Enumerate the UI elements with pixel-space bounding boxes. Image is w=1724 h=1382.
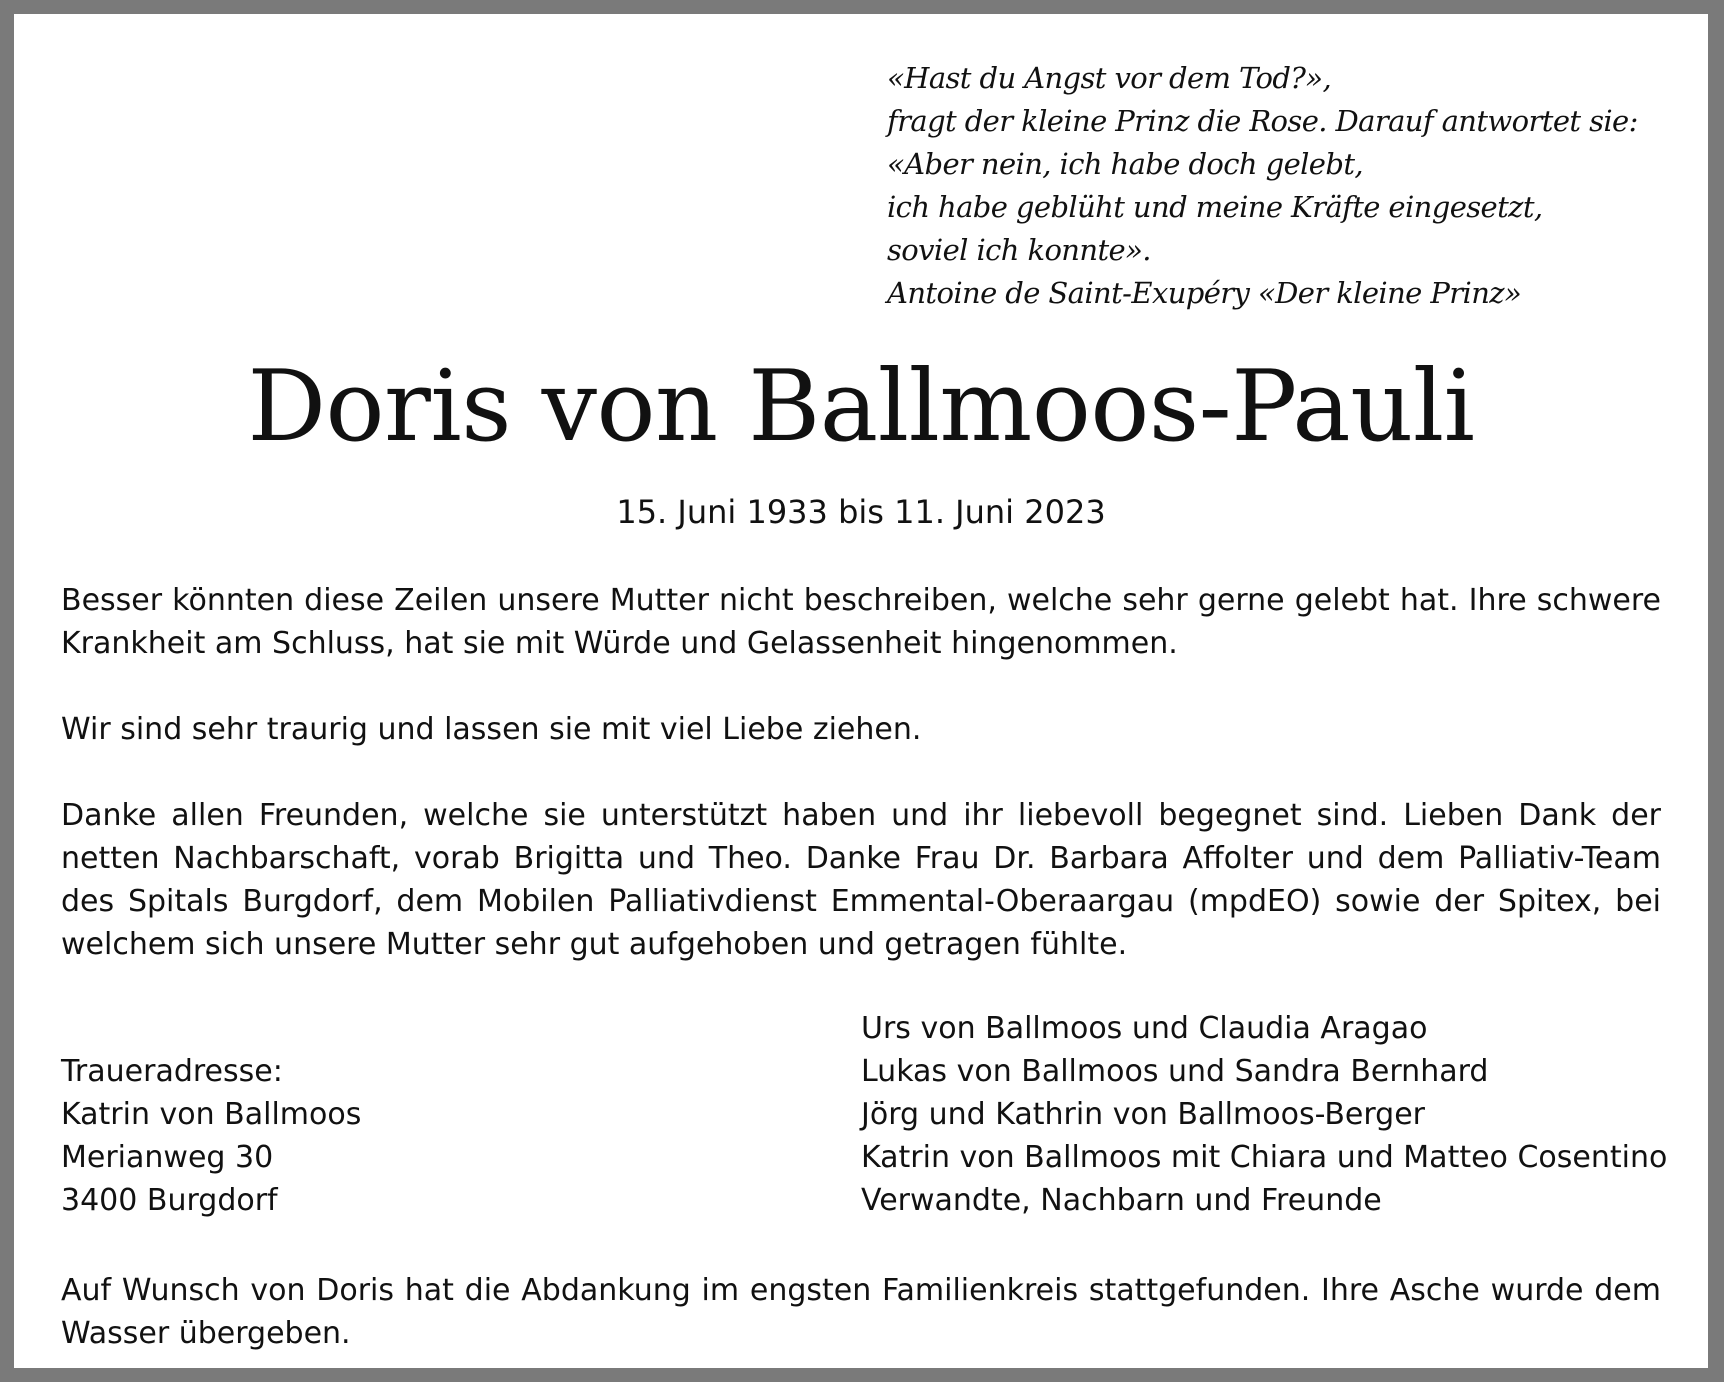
paragraph-farewell: Wir sind sehr traurig und lassen sie mit viel Liebe ziehen.	[61, 712, 922, 747]
family-line: Jörg und Kathrin von Ballmoos-Berger	[861, 1097, 1426, 1132]
paragraph-intro: Besser könnten diese Zeilen unsere Mutter nicht beschreiben, welche sehr gerne gelebt hat. Ihre schwere Krankheit am Schluss, hat sie mit Würde und Gelassenheit hingenommen.	[61, 583, 1661, 661]
obituary-notice	[14, 14, 1708, 1368]
quote-line: «Aber nein, ich habe doch gelebt,	[887, 147, 1364, 181]
family-line: Lukas von Ballmoos und Sandra Bernhard	[861, 1054, 1489, 1089]
address-street: Merianweg 30	[61, 1140, 274, 1175]
deceased-name: Doris von Ballmoos-Pauli	[247, 350, 1475, 464]
mourning-address	[61, 1050, 361, 1222]
quote-line: «Hast du Angst vor dem Tod?»,	[887, 61, 1332, 95]
paragraph-thanks: Danke allen Freunden, welche sie unterstützt haben und ihr liebevoll begegnet sind. Lieben Dank der netten Nachbarschaft, vorab Brigitta und Theo. Danke Frau Dr. Barbara Affolter und dem Palliativ-Team des Spitals Burgdorf, dem Mobilen Palliativdienst Emmental-Oberaargau (mpdEO) sowie der Spitex, bei welchem sich unsere Mutter sehr gut aufgehoben und getragen fühlte.	[61, 798, 1661, 962]
address-label: Traueradresse:	[61, 1054, 283, 1089]
quote-line: soviel ich konnte».	[887, 233, 1151, 267]
address-name: Katrin von Ballmoos	[61, 1097, 362, 1132]
paragraph-funeral: Auf Wunsch von Doris hat die Abdankung im engsten Familienkreis stattgefunden. Ihre Asche wurde dem Wasser übergeben.	[61, 1273, 1661, 1351]
family-line: Urs von Ballmoos und Claudia Aragao	[861, 1011, 1428, 1046]
quote-line: ich habe geblüht und meine Kräfte eingesetzt,	[887, 190, 1543, 224]
family-line: Verwandte, Nachbarn und Freunde	[861, 1183, 1382, 1218]
life-dates: 15. Juni 1933 bis 11. Juni 2023	[616, 493, 1106, 531]
quote-block	[887, 57, 1638, 315]
family-signatures	[861, 1007, 1667, 1222]
quote-attribution: Antoine de Saint-Exupéry «Der kleine Prinz»	[887, 276, 1522, 310]
address-city: 3400 Burgdorf	[61, 1183, 278, 1218]
quote-line: fragt der kleine Prinz die Rose. Darauf antwortet sie:	[887, 104, 1638, 138]
family-line: Katrin von Ballmoos mit Chiara und Matteo Cosentino	[861, 1140, 1668, 1175]
